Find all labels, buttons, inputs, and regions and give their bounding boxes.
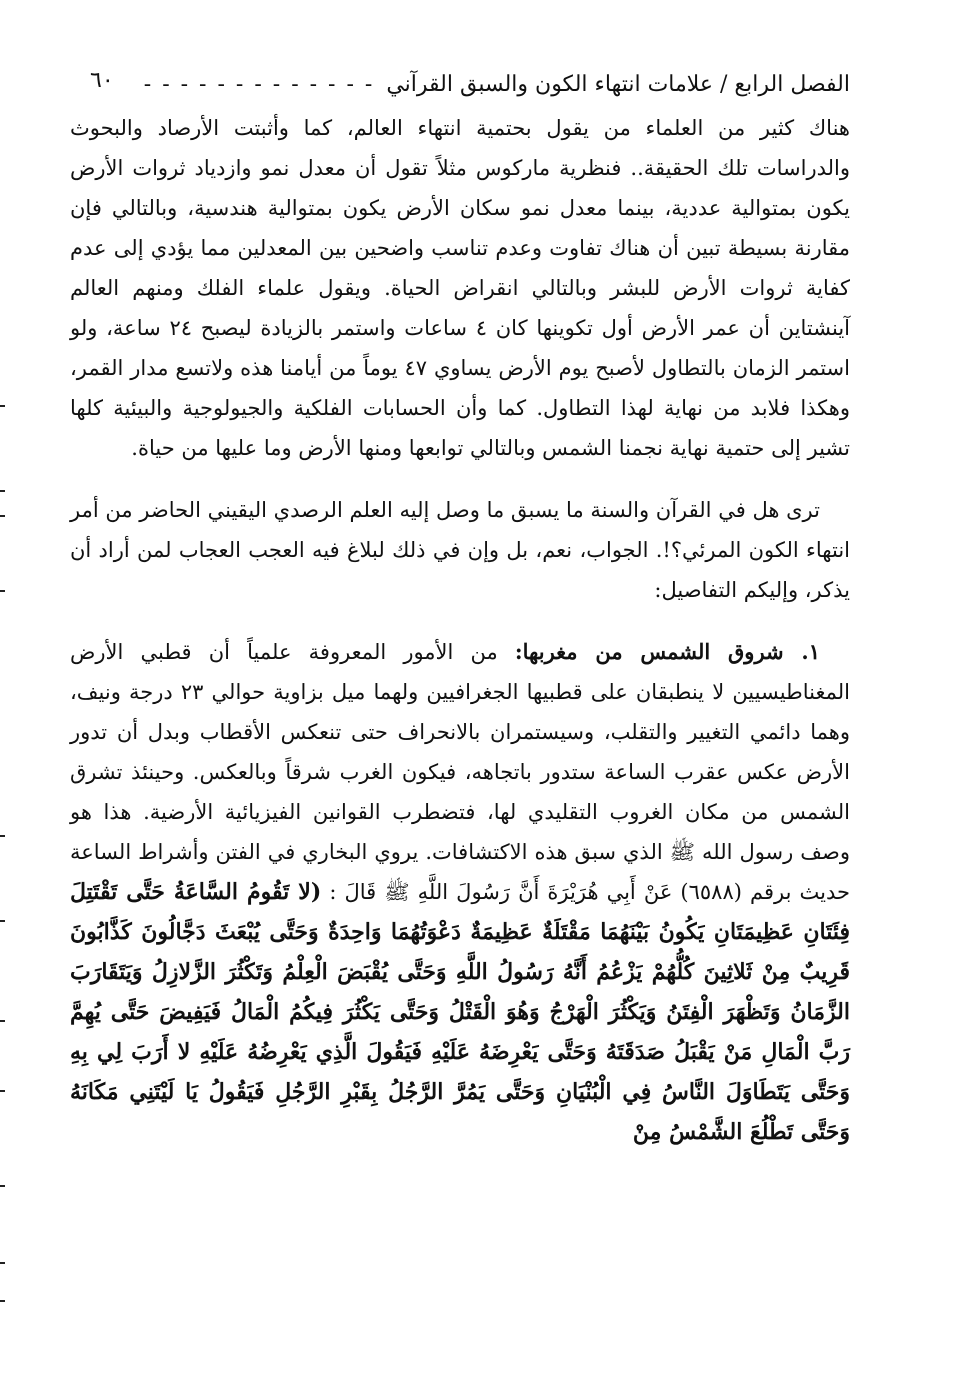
chapter-title: الفصل الرابع / علامات انتهاء الكون والسبق القرآني bbox=[386, 71, 850, 97]
header-rule: - - - - - - - - - - - - - bbox=[143, 71, 375, 97]
paragraph-question: ترى هل في القرآن والسنة ما يسبق ما وصل إليه العلم الرصدي اليقيني الحاضر من أمر انتهاء الكون المرئي؟!. الجواب، نعم، بل وإن في ذلك لبلاغ فيه العجب العجاب لمن أراد أن يذكر، وإليكم التفاصيل: bbox=[70, 498, 850, 602]
section-body: من الأمور المعروفة علمياً أن قطبي الأرض المغناطيسيين لا ينطبقان على قطبيها الجغرافيين ولهما ميل بزاوية حوالي ٢٣ درجة ونيف، وهما دائمي التغيير والتقلب، وسيستمران بالانحراف حتى تنعكس الأقطاب وبدل أن تدور الأرض عكس عقرب الساعة ستدور باتجاهه، فيكون الغرب شرقاً وبالعكس. وحينئذ تشرق الشمس من مكان الغروب التقليدي لها، فتضطرب القوانين الفيزيائية الأرضية. هذا هو وصف رسول الله ﷺ الذي سبق هذه الاكتشافات. يروي البخاري في الفتن وأشراط الساعة حديث برقم (٦٥٨٨) عَنْ أَبِي هُرَيْرَةَ أَنَّ رَسُولَ اللَّهِ ﷺ قَالَ : bbox=[70, 640, 850, 904]
hadith-quote: (لا تَقُومُ السَّاعَةُ حَتَّى تَقْتَتِلَ فِئَتَانِ عَظِيمَتَانِ يَكُونُ بَيْنَهُمَا مَقْتَلَةٌ عَظِيمَةٌ دَعْوَتُهُمَا وَاحِدَةٌ وَحَتَّى يُبْعَثَ دَجَّالُونَ كَذَّابُونَ قَرِيبٌ مِنْ ثَلاثِينَ كُلُّهُمْ يَزْعُمُ أَنَّهُ رَسُولُ اللَّهِ وَحَتَّى يُقْبَضَ الْعِلْمُ وَتَكْثُرَ الزَّلازِلُ وَيَتَقَارَبَ الزَّمَانُ وَتَظْهَرَ الْفِتَنُ وَيَكْثُرَ الْهَرْجُ وَهُوَ الْقَتْلُ وَحَتَّى يَكْثُرَ فِيكُمُ الْمَالُ فَيَفِيضَ حَتَّى يُهِمَّ رَبَّ الْمَالِ مَنْ يَقْبَلُ صَدَقَتَهُ وَحَتَّى يَعْرِضَهُ عَلَيْهِ فَيَقُولَ الَّذِي يَعْرِضُهُ عَلَيْهِ لا أَرَبَ لِي بِهِ وَحَتَّى يَتَطَاوَلَ النَّاسُ فِي الْبُنْيَانِ وَحَتَّى يَمُرَّ الرَّجُلُ بِقَبْرِ الرَّجُلِ فَيَقُولُ يَا لَيْتَنِي مَكَانَهُ وَحَتَّى تَطْلُعَ الشَّمْسُ مِنْ bbox=[70, 879, 850, 1145]
left-margin-marks bbox=[0, 0, 14, 1391]
paragraph-sunrise bbox=[70, 632, 850, 1152]
page-number: ٦٠ bbox=[90, 68, 114, 93]
margin-mark bbox=[0, 920, 5, 922]
running-header bbox=[70, 60, 850, 108]
margin-mark bbox=[0, 1262, 5, 1264]
margin-mark bbox=[0, 590, 5, 592]
margin-mark bbox=[0, 1185, 5, 1187]
section-heading: ١. شروق الشمس من مغربها: bbox=[514, 639, 820, 664]
margin-mark bbox=[0, 1020, 5, 1022]
margin-mark bbox=[0, 490, 5, 492]
margin-mark bbox=[0, 835, 5, 837]
margin-mark bbox=[0, 405, 5, 407]
paragraph-intro: هناك كثير من العلماء من يقول بحتمية انتهاء العالم، كما وأثبتت الأرصاد والبحوث والدراسات تلك الحقيقة.. فنظرية ماركوس مثلاً تقول أن معدل نمو وازدياد ثروات الأرض يكون بمتوالية عددية، بينما معدل نمو سكان الأرض يكون بمتوالية هندسية، وبالتالي فإن مقارنة بسيطة تبين أن هناك تفاوت وعدم تناسب واضحين بين المعدلين مما يؤدي إلى عدم كفاية ثروات الأرض للبشر وبالتالي انقراض الحياة. ويقول علماء الفلك ومنهم العالم آينشتاين أن عمر الأرض أول تكوينها كان ٤ ساعات واستمر بالزيادة ليصبح ٢٤ ساعة، ولو استمر الزمان بالتطاول لأصبح يوم الأرض يساوي ٤٧ يوماً من أيامنا هذه ولاتسع مدار القمر، وهكذا فلابد من نهاية لهذا التطاول. كما وأن الحسابات الفلكية والجيولوجية والبيئية كلها تشير إلى حتمية نهاية نجمنا الشمس وبالتالي توابعها ومنها الأرض وما عليها من حياة. bbox=[70, 116, 850, 460]
document-page bbox=[70, 60, 850, 1360]
margin-mark bbox=[0, 1090, 5, 1092]
margin-mark bbox=[0, 1300, 5, 1302]
margin-mark bbox=[0, 515, 5, 517]
